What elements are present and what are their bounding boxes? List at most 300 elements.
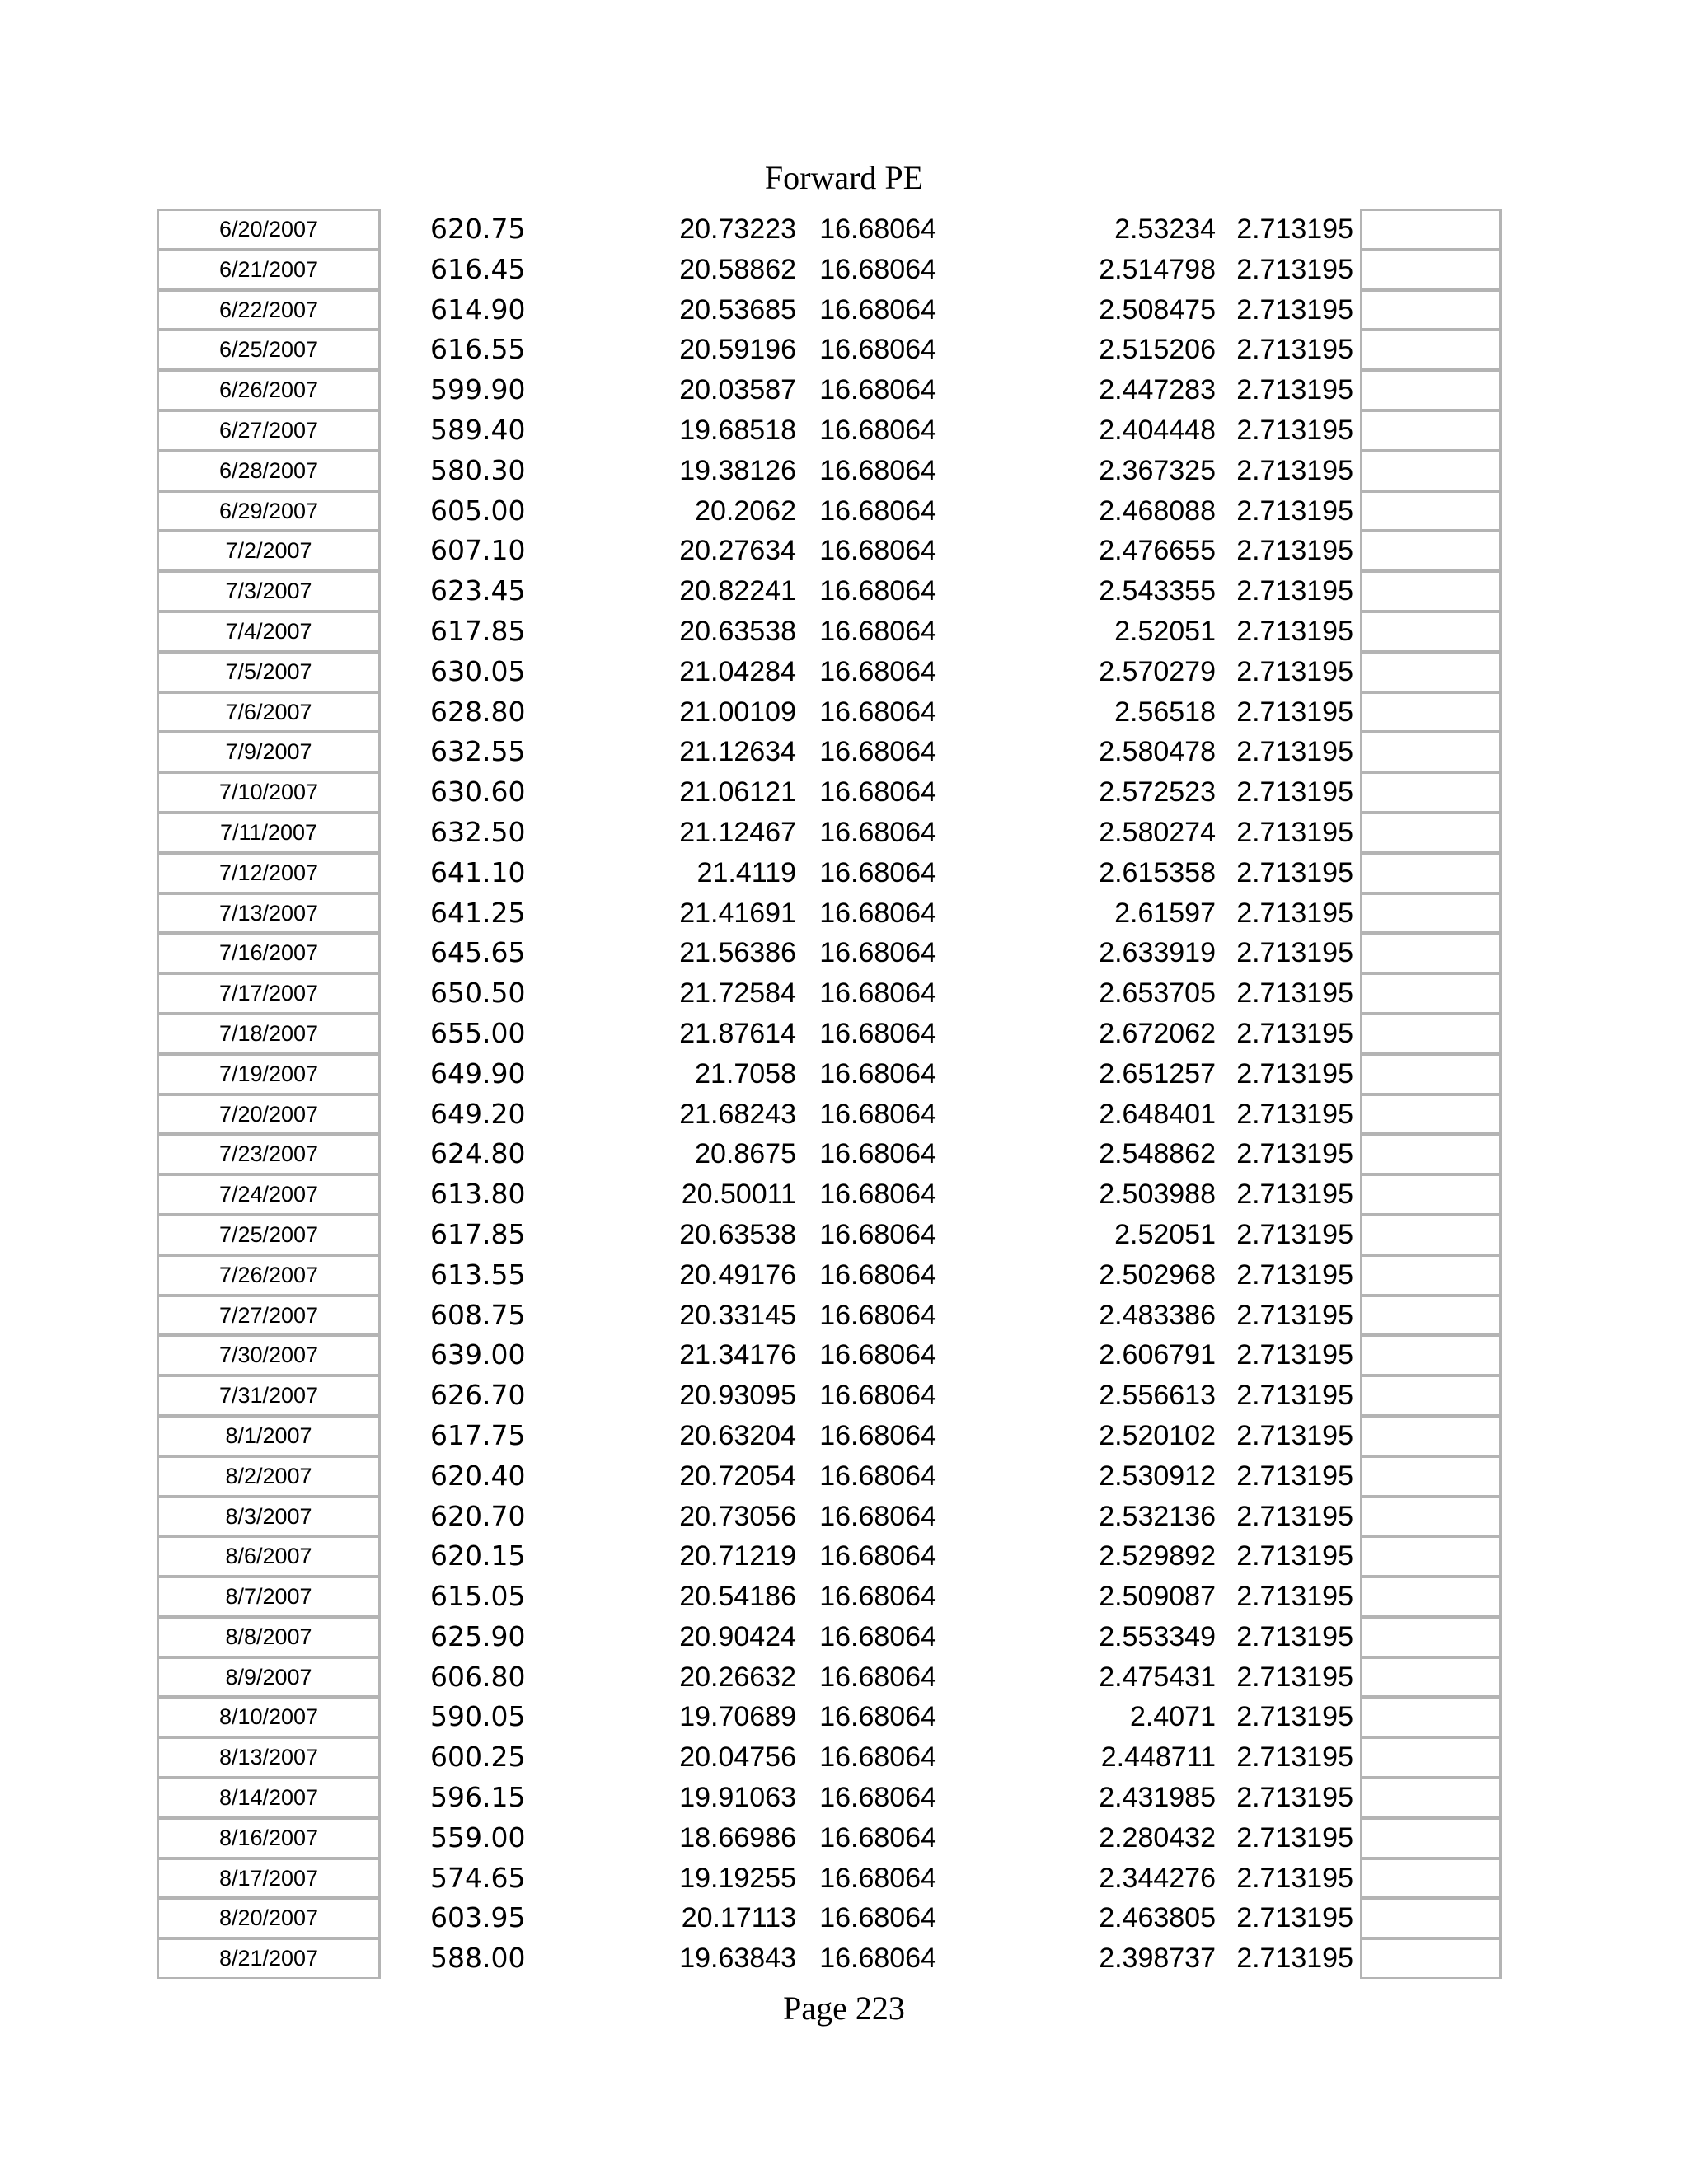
- table-row: [0, 571, 1688, 612]
- avg-pe-cell: 16.68064: [819, 213, 936, 245]
- date-cell: 7/24/2007: [157, 1174, 381, 1215]
- price-cell: 617.75: [430, 1418, 526, 1451]
- date-cell: 7/23/2007: [157, 1134, 381, 1174]
- avg-pe-cell: 16.68064: [819, 1701, 936, 1733]
- empty-cell: [1360, 1014, 1502, 1054]
- price-cell: 590.05: [430, 1700, 526, 1733]
- date-cell: 7/2/2007: [157, 531, 381, 571]
- date-cell: 7/4/2007: [157, 612, 381, 652]
- empty-cell: [1360, 451, 1502, 491]
- avg-pe-cell: 16.68064: [819, 1218, 936, 1250]
- empty-cell: [1360, 1255, 1502, 1296]
- table-row: [0, 370, 1688, 410]
- pe-cell: 20.93095: [679, 1380, 796, 1412]
- ratio-cell: 2.502968: [1099, 1258, 1216, 1291]
- date-cell: 8/14/2007: [157, 1778, 381, 1818]
- avg-pe-cell: 16.68064: [819, 1138, 936, 1170]
- price-cell: 650.50: [430, 977, 526, 1010]
- table-row: [0, 973, 1688, 1014]
- table-row: [0, 1577, 1688, 1617]
- avg-ratio-cell: 2.713195: [1236, 776, 1353, 808]
- pe-cell: 20.50011: [681, 1179, 796, 1211]
- date-cell: 8/10/2007: [157, 1697, 381, 1737]
- price-cell: 655.00: [430, 1016, 526, 1049]
- price-cell: 607.10: [430, 534, 526, 567]
- table-row: [0, 451, 1688, 491]
- avg-pe-cell: 16.68064: [819, 1258, 936, 1291]
- price-cell: 632.50: [430, 815, 526, 848]
- avg-ratio-cell: 2.713195: [1236, 575, 1353, 607]
- avg-pe-cell: 16.68064: [819, 535, 936, 567]
- date-cell: 8/16/2007: [157, 1818, 381, 1858]
- date-cell: 6/20/2007: [157, 209, 381, 250]
- empty-cell: [1360, 1617, 1502, 1657]
- avg-pe-cell: 16.68064: [819, 977, 936, 1010]
- ratio-cell: 2.448711: [1100, 1741, 1216, 1774]
- empty-cell: [1360, 1215, 1502, 1255]
- avg-pe-cell: 16.68064: [819, 1741, 936, 1774]
- date-cell: 8/9/2007: [157, 1657, 381, 1698]
- pe-cell: 21.34176: [679, 1339, 796, 1371]
- avg-ratio-cell: 2.713195: [1236, 1057, 1353, 1090]
- pe-cell: 20.63538: [679, 615, 796, 647]
- ratio-cell: 2.548862: [1099, 1138, 1216, 1170]
- avg-ratio-cell: 2.713195: [1236, 1098, 1353, 1130]
- avg-ratio-cell: 2.713195: [1236, 856, 1353, 888]
- table-row: [0, 1054, 1688, 1094]
- avg-pe-cell: 16.68064: [819, 1862, 936, 1894]
- ratio-cell: 2.280432: [1099, 1821, 1216, 1854]
- pe-cell: 20.33145: [679, 1299, 796, 1331]
- avg-pe-cell: 16.68064: [819, 454, 936, 486]
- avg-pe-cell: 16.68064: [819, 816, 936, 848]
- table-row: [0, 1014, 1688, 1054]
- table-row: [0, 1335, 1688, 1376]
- date-cell: 7/30/2007: [157, 1335, 381, 1376]
- avg-ratio-cell: 2.713195: [1236, 736, 1353, 768]
- empty-cell: [1360, 1858, 1502, 1899]
- price-cell: 620.70: [430, 1499, 526, 1532]
- empty-cell: [1360, 973, 1502, 1014]
- price-cell: 574.65: [430, 1861, 526, 1894]
- table-row: [0, 1617, 1688, 1657]
- avg-ratio-cell: 2.713195: [1236, 1902, 1353, 1934]
- price-cell: 630.60: [430, 776, 526, 808]
- pe-cell: 19.91063: [679, 1782, 796, 1814]
- avg-pe-cell: 16.68064: [819, 1419, 936, 1451]
- table-row: [0, 1657, 1688, 1698]
- table-row: [0, 1094, 1688, 1135]
- date-cell: 7/9/2007: [157, 732, 381, 772]
- avg-pe-cell: 16.68064: [819, 1581, 936, 1613]
- avg-pe-cell: 16.68064: [819, 1179, 936, 1211]
- price-cell: 645.65: [430, 936, 526, 969]
- ratio-cell: 2.529892: [1099, 1540, 1216, 1572]
- pe-cell: 20.54186: [679, 1581, 796, 1613]
- pe-cell: 21.04284: [679, 655, 796, 687]
- empty-cell: [1360, 1456, 1502, 1497]
- price-cell: 580.30: [430, 453, 526, 486]
- avg-ratio-cell: 2.713195: [1236, 454, 1353, 486]
- price-cell: 613.55: [430, 1258, 526, 1291]
- empty-cell: [1360, 1094, 1502, 1135]
- ratio-cell: 2.570279: [1099, 655, 1216, 687]
- empty-cell: [1360, 1938, 1502, 1979]
- table-row: [0, 1215, 1688, 1255]
- ratio-cell: 2.553349: [1099, 1620, 1216, 1652]
- price-cell: 588.00: [430, 1942, 526, 1975]
- price-cell: 616.45: [430, 252, 526, 285]
- table-row: [0, 1697, 1688, 1737]
- date-cell: 7/19/2007: [157, 1054, 381, 1094]
- price-cell: 632.55: [430, 735, 526, 768]
- table-row: [0, 612, 1688, 652]
- avg-pe-cell: 16.68064: [819, 1299, 936, 1331]
- date-cell: 8/3/2007: [157, 1497, 381, 1537]
- avg-pe-cell: 16.68064: [819, 615, 936, 647]
- pe-cell: 19.70689: [679, 1701, 796, 1733]
- table-row: [0, 652, 1688, 692]
- empty-cell: [1360, 772, 1502, 813]
- date-cell: 7/31/2007: [157, 1376, 381, 1416]
- date-cell: 7/5/2007: [157, 652, 381, 692]
- pe-cell: 21.72584: [679, 977, 796, 1010]
- table-row: [0, 1174, 1688, 1215]
- date-cell: 6/29/2007: [157, 491, 381, 532]
- pe-cell: 20.49176: [679, 1258, 796, 1291]
- avg-ratio-cell: 2.713195: [1236, 1741, 1353, 1774]
- date-cell: 7/3/2007: [157, 571, 381, 612]
- price-cell: 614.90: [430, 293, 526, 326]
- table-row: [0, 1376, 1688, 1416]
- avg-pe-cell: 16.68064: [819, 1782, 936, 1814]
- ratio-cell: 2.61597: [1114, 897, 1216, 929]
- pe-cell: 20.72054: [679, 1460, 796, 1492]
- ratio-cell: 2.633919: [1099, 937, 1216, 969]
- pe-cell: 21.68243: [679, 1098, 796, 1130]
- page-title: Forward PE: [764, 159, 924, 196]
- ratio-cell: 2.476655: [1099, 535, 1216, 567]
- avg-ratio-cell: 2.713195: [1236, 977, 1353, 1010]
- empty-cell: [1360, 330, 1502, 370]
- ratio-cell: 2.463805: [1099, 1902, 1216, 1934]
- avg-ratio-cell: 2.713195: [1236, 1661, 1353, 1693]
- ratio-cell: 2.648401: [1099, 1098, 1216, 1130]
- avg-pe-cell: 16.68064: [819, 1380, 936, 1412]
- date-cell: 7/6/2007: [157, 692, 381, 733]
- avg-ratio-cell: 2.713195: [1236, 293, 1353, 326]
- avg-ratio-cell: 2.713195: [1236, 655, 1353, 687]
- avg-ratio-cell: 2.713195: [1236, 897, 1353, 929]
- price-cell: 628.80: [430, 695, 526, 728]
- empty-cell: [1360, 1737, 1502, 1778]
- table-row: [0, 290, 1688, 330]
- ratio-cell: 2.52051: [1114, 1218, 1216, 1250]
- avg-pe-cell: 16.68064: [819, 1661, 936, 1693]
- avg-ratio-cell: 2.713195: [1236, 1299, 1353, 1331]
- avg-pe-cell: 16.68064: [819, 334, 936, 366]
- pe-cell: 21.12634: [679, 736, 796, 768]
- empty-cell: [1360, 1416, 1502, 1456]
- date-cell: 6/28/2007: [157, 451, 381, 491]
- price-cell: 617.85: [430, 614, 526, 647]
- table-row: [0, 250, 1688, 290]
- table-row: [0, 1456, 1688, 1497]
- ratio-cell: 2.404448: [1099, 414, 1216, 446]
- empty-cell: [1360, 692, 1502, 733]
- avg-ratio-cell: 2.713195: [1236, 937, 1353, 969]
- ratio-cell: 2.431985: [1099, 1782, 1216, 1814]
- date-cell: 6/21/2007: [157, 250, 381, 290]
- avg-ratio-cell: 2.713195: [1236, 1138, 1353, 1170]
- empty-cell: [1360, 250, 1502, 290]
- ratio-cell: 2.530912: [1099, 1460, 1216, 1492]
- avg-pe-cell: 16.68064: [819, 374, 936, 406]
- empty-cell: [1360, 1778, 1502, 1818]
- pe-cell: 21.87614: [679, 1017, 796, 1049]
- ratio-cell: 2.56518: [1114, 696, 1216, 728]
- date-cell: 8/2/2007: [157, 1456, 381, 1497]
- avg-ratio-cell: 2.713195: [1236, 253, 1353, 285]
- ratio-cell: 2.483386: [1099, 1299, 1216, 1331]
- empty-cell: [1360, 209, 1502, 250]
- avg-pe-cell: 16.68064: [819, 1098, 936, 1130]
- table-row: [0, 410, 1688, 451]
- price-cell: 649.20: [430, 1097, 526, 1130]
- price-cell: 615.05: [430, 1580, 526, 1613]
- avg-ratio-cell: 2.713195: [1236, 1581, 1353, 1613]
- table-row: [0, 491, 1688, 532]
- price-cell: 599.90: [430, 373, 526, 406]
- avg-pe-cell: 16.68064: [819, 1460, 936, 1492]
- table-row: [0, 1898, 1688, 1938]
- avg-pe-cell: 16.68064: [819, 696, 936, 728]
- empty-cell: [1360, 1134, 1502, 1174]
- price-cell: 649.90: [430, 1057, 526, 1090]
- price-cell: 559.00: [430, 1821, 526, 1854]
- pe-cell: 18.66986: [679, 1821, 796, 1854]
- avg-ratio-cell: 2.713195: [1236, 1218, 1353, 1250]
- table-row: [0, 1497, 1688, 1537]
- ratio-cell: 2.468088: [1099, 494, 1216, 527]
- ratio-cell: 2.651257: [1099, 1057, 1216, 1090]
- empty-cell: [1360, 1174, 1502, 1215]
- pe-cell: 20.8675: [695, 1138, 796, 1170]
- table-row: [0, 1416, 1688, 1456]
- pe-cell: 20.58862: [679, 253, 796, 285]
- pe-cell: 20.2062: [695, 494, 796, 527]
- price-cell: 616.55: [430, 333, 526, 366]
- avg-pe-cell: 16.68064: [819, 1821, 936, 1854]
- table-row: [0, 853, 1688, 893]
- avg-pe-cell: 16.68064: [819, 1339, 936, 1371]
- empty-cell: [1360, 491, 1502, 532]
- avg-pe-cell: 16.68064: [819, 494, 936, 527]
- date-cell: 6/25/2007: [157, 330, 381, 370]
- avg-ratio-cell: 2.713195: [1236, 494, 1353, 527]
- price-cell: 639.00: [430, 1338, 526, 1371]
- empty-cell: [1360, 1898, 1502, 1938]
- avg-ratio-cell: 2.713195: [1236, 535, 1353, 567]
- price-cell: 623.45: [430, 574, 526, 607]
- avg-pe-cell: 16.68064: [819, 1057, 936, 1090]
- pe-cell: 21.7058: [695, 1057, 796, 1090]
- empty-cell: [1360, 1296, 1502, 1336]
- pe-cell: 21.06121: [679, 776, 796, 808]
- avg-ratio-cell: 2.713195: [1236, 1701, 1353, 1733]
- price-cell: 605.00: [430, 494, 526, 527]
- date-cell: 7/20/2007: [157, 1094, 381, 1135]
- table-row: [0, 1134, 1688, 1174]
- empty-cell: [1360, 853, 1502, 893]
- date-cell: 8/21/2007: [157, 1938, 381, 1979]
- avg-ratio-cell: 2.713195: [1236, 1782, 1353, 1814]
- price-cell: 641.25: [430, 896, 526, 929]
- avg-pe-cell: 16.68064: [819, 1540, 936, 1572]
- empty-cell: [1360, 1376, 1502, 1416]
- empty-cell: [1360, 813, 1502, 853]
- date-cell: 7/12/2007: [157, 853, 381, 893]
- empty-cell: [1360, 1335, 1502, 1376]
- pe-cell: 20.59196: [679, 334, 796, 366]
- pe-cell: 20.26632: [679, 1661, 796, 1693]
- date-cell: 7/27/2007: [157, 1296, 381, 1336]
- pe-cell: 19.38126: [679, 454, 796, 486]
- price-cell: 617.85: [430, 1217, 526, 1250]
- date-cell: 7/26/2007: [157, 1255, 381, 1296]
- pe-cell: 20.73223: [679, 213, 796, 245]
- avg-ratio-cell: 2.713195: [1236, 213, 1353, 245]
- table-row: [0, 1938, 1688, 1979]
- empty-cell: [1360, 1657, 1502, 1698]
- avg-pe-cell: 16.68064: [819, 293, 936, 326]
- avg-ratio-cell: 2.713195: [1236, 1460, 1353, 1492]
- price-cell: 620.15: [430, 1540, 526, 1572]
- table-row: [0, 933, 1688, 973]
- ratio-cell: 2.556613: [1099, 1380, 1216, 1412]
- avg-pe-cell: 16.68064: [819, 414, 936, 446]
- avg-pe-cell: 16.68064: [819, 1902, 936, 1934]
- avg-ratio-cell: 2.713195: [1236, 1419, 1353, 1451]
- pe-cell: 20.27634: [679, 535, 796, 567]
- ratio-cell: 2.580478: [1099, 736, 1216, 768]
- ratio-cell: 2.52051: [1114, 615, 1216, 647]
- table-row: [0, 813, 1688, 853]
- date-cell: 7/17/2007: [157, 973, 381, 1014]
- date-cell: 7/16/2007: [157, 933, 381, 973]
- table-row: [0, 893, 1688, 934]
- price-cell: 641.10: [430, 855, 526, 888]
- table-row: [0, 1536, 1688, 1577]
- ratio-cell: 2.606791: [1099, 1339, 1216, 1371]
- empty-cell: [1360, 1536, 1502, 1577]
- avg-ratio-cell: 2.713195: [1236, 816, 1353, 848]
- pe-cell: 20.03587: [679, 374, 796, 406]
- price-cell: 608.75: [430, 1298, 526, 1331]
- avg-pe-cell: 16.68064: [819, 1017, 936, 1049]
- avg-ratio-cell: 2.713195: [1236, 1943, 1353, 1975]
- empty-cell: [1360, 1054, 1502, 1094]
- avg-pe-cell: 16.68064: [819, 776, 936, 808]
- pe-cell: 21.56386: [679, 937, 796, 969]
- avg-pe-cell: 16.68064: [819, 1500, 936, 1532]
- date-cell: 6/22/2007: [157, 290, 381, 330]
- pe-cell: 21.4119: [696, 856, 796, 888]
- date-cell: 8/17/2007: [157, 1858, 381, 1899]
- empty-cell: [1360, 1818, 1502, 1858]
- pe-cell: 21.00109: [679, 696, 796, 728]
- ratio-cell: 2.4071: [1130, 1701, 1216, 1733]
- date-cell: 8/7/2007: [157, 1577, 381, 1617]
- pe-cell: 19.68518: [679, 414, 796, 446]
- pe-cell: 20.17113: [681, 1902, 796, 1934]
- price-cell: 589.40: [430, 413, 526, 446]
- empty-cell: [1360, 612, 1502, 652]
- date-cell: 7/10/2007: [157, 772, 381, 813]
- avg-pe-cell: 16.68064: [819, 856, 936, 888]
- page-number: Page 223: [783, 1990, 905, 2027]
- table-row: [0, 1737, 1688, 1778]
- date-cell: 6/27/2007: [157, 410, 381, 451]
- ratio-cell: 2.532136: [1099, 1500, 1216, 1532]
- table-row: [0, 1255, 1688, 1296]
- pe-cell: 21.12467: [679, 816, 796, 848]
- avg-ratio-cell: 2.713195: [1236, 1540, 1353, 1572]
- avg-ratio-cell: 2.713195: [1236, 696, 1353, 728]
- ratio-cell: 2.503988: [1099, 1179, 1216, 1211]
- pe-cell: 19.63843: [679, 1943, 796, 1975]
- pe-cell: 21.41691: [679, 897, 796, 929]
- empty-cell: [1360, 652, 1502, 692]
- avg-pe-cell: 16.68064: [819, 253, 936, 285]
- ratio-cell: 2.580274: [1099, 816, 1216, 848]
- date-cell: 7/13/2007: [157, 893, 381, 934]
- ratio-cell: 2.344276: [1099, 1862, 1216, 1894]
- avg-pe-cell: 16.68064: [819, 575, 936, 607]
- avg-ratio-cell: 2.713195: [1236, 1862, 1353, 1894]
- empty-cell: [1360, 732, 1502, 772]
- price-cell: 620.75: [430, 213, 526, 245]
- ratio-cell: 2.53234: [1114, 213, 1216, 245]
- ratio-cell: 2.515206: [1099, 334, 1216, 366]
- ratio-cell: 2.367325: [1099, 454, 1216, 486]
- empty-cell: [1360, 1697, 1502, 1737]
- table-row: [0, 330, 1688, 370]
- pe-cell: 20.04756: [679, 1741, 796, 1774]
- avg-pe-cell: 16.68064: [819, 1620, 936, 1652]
- price-cell: 620.40: [430, 1459, 526, 1492]
- table-row: [0, 692, 1688, 733]
- date-cell: 8/20/2007: [157, 1898, 381, 1938]
- empty-cell: [1360, 1497, 1502, 1537]
- pe-cell: 20.73056: [679, 1500, 796, 1532]
- empty-cell: [1360, 1577, 1502, 1617]
- date-cell: 7/18/2007: [157, 1014, 381, 1054]
- pe-cell: 20.90424: [679, 1620, 796, 1652]
- avg-ratio-cell: 2.713195: [1236, 1500, 1353, 1532]
- date-cell: 8/1/2007: [157, 1416, 381, 1456]
- pe-cell: 20.71219: [679, 1540, 796, 1572]
- pe-cell: 20.63538: [679, 1218, 796, 1250]
- ratio-cell: 2.520102: [1099, 1419, 1216, 1451]
- price-cell: 613.80: [430, 1178, 526, 1211]
- ratio-cell: 2.543355: [1099, 575, 1216, 607]
- price-cell: 596.15: [430, 1781, 526, 1814]
- price-cell: 624.80: [430, 1137, 526, 1170]
- date-cell: 8/8/2007: [157, 1617, 381, 1657]
- pe-cell: 20.53685: [679, 293, 796, 326]
- pe-cell: 20.63204: [679, 1419, 796, 1451]
